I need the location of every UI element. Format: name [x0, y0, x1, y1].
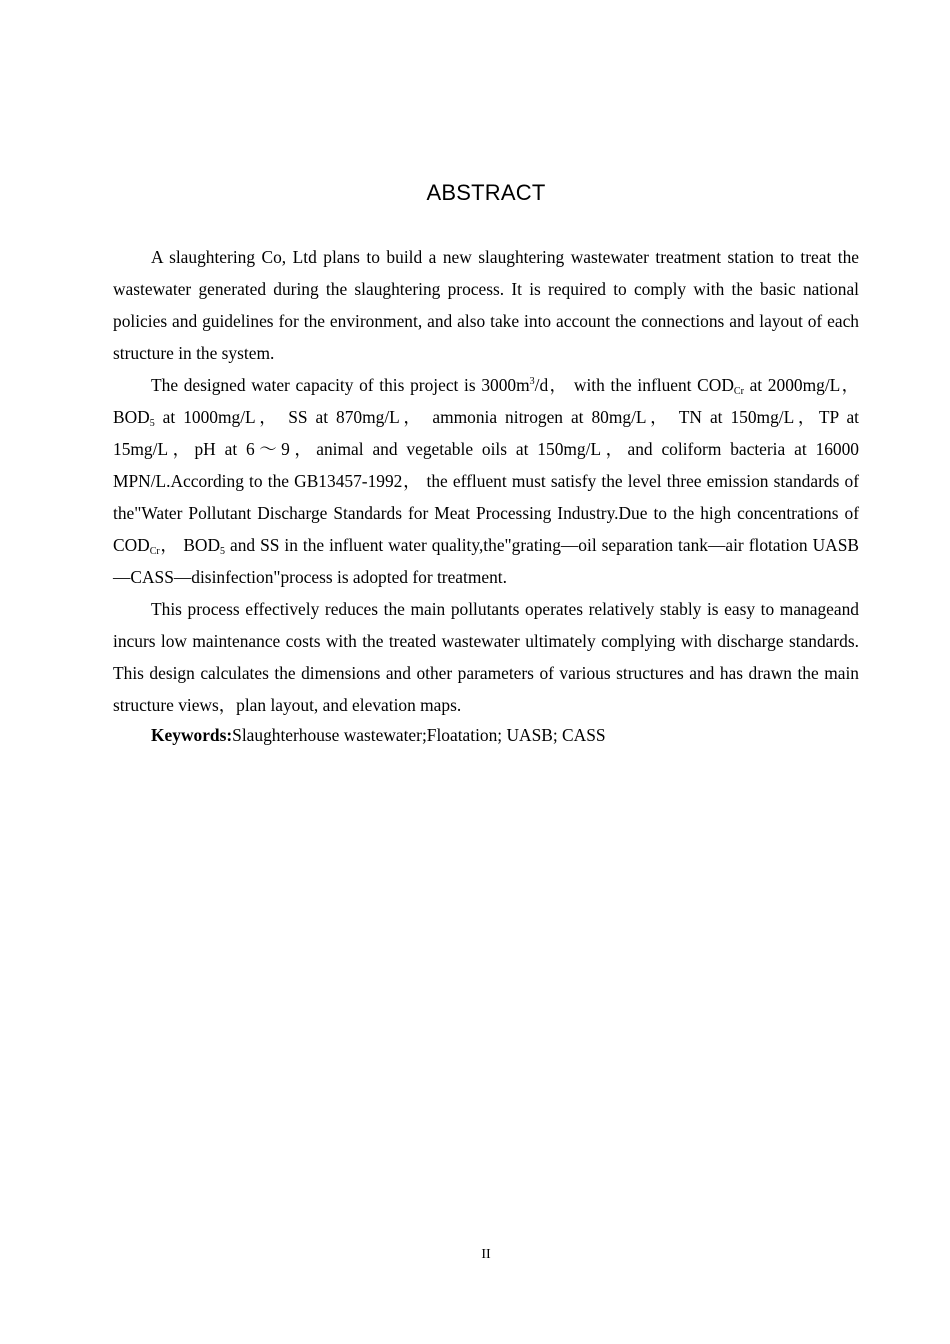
- text-segment: ， BOD: [159, 535, 221, 555]
- paragraph-intro: A slaughtering Co, Ltd plans to build a new slaughtering wastewater treatment station to treat the wastewater generated during the slaughtering process. It is required to comply with the basic national policies and guidelines for the environment, and also take into account the connections and layout of each structure in the system.: [113, 247, 859, 363]
- superscript-3: 3: [529, 376, 535, 387]
- text-segment: /d， with the influent COD: [534, 375, 734, 395]
- abstract-title: ABSTRACT: [426, 180, 546, 205]
- text-segment: and SS in the influent water quality,the"grating—oil separation tank—air flotation UASB—CASS—disinfection"process is adopted for treatment.: [113, 535, 859, 587]
- keywords-label: Keywords:: [151, 725, 233, 745]
- text-segment: at 1000mg/L， SS at 870mg/L， ammonia nitrogen at 80mg/L， TN at 150mg/L，TP at 15mg/L，pH at 6～9，animal and vegetable oils at 150mg/L，and coliform bacteria at 16000 MPN/L.According to the GB13457-1992， the effluent must satisfy the level three emission standards of the"Water Pollutant Discharge Standards for Meat Processing Industry.Due to the high concentrations of COD: [113, 407, 859, 555]
- text-segment: at 2000mg/L， BOD: [113, 375, 859, 427]
- subscript-5: 5: [220, 546, 226, 557]
- page-number: II: [481, 1247, 491, 1262]
- text-segment: The designed water capacity of this project is 3000m: [151, 375, 530, 395]
- paragraph-conclusion: This process effectively reduces the main pollutants operates relatively stably is easy to manageand incurs low maintenance costs with the treated wastewater ultimately complying with discharge standards. This design calculates the dimensions and other parameters of various structures and has drawn the main structure views，plan layout, and elevation maps.: [113, 599, 859, 715]
- paragraph-design-parameters: [113, 369, 859, 593]
- keywords-line: [113, 721, 859, 749]
- abstract-body: [113, 241, 859, 749]
- subscript-cr: Cr: [149, 546, 160, 557]
- subscript-5: 5: [149, 418, 155, 429]
- subscript-cr: Cr: [733, 386, 744, 397]
- keywords-text: Slaughterhouse wastewater;Floatation; UASB; CASS: [232, 725, 606, 745]
